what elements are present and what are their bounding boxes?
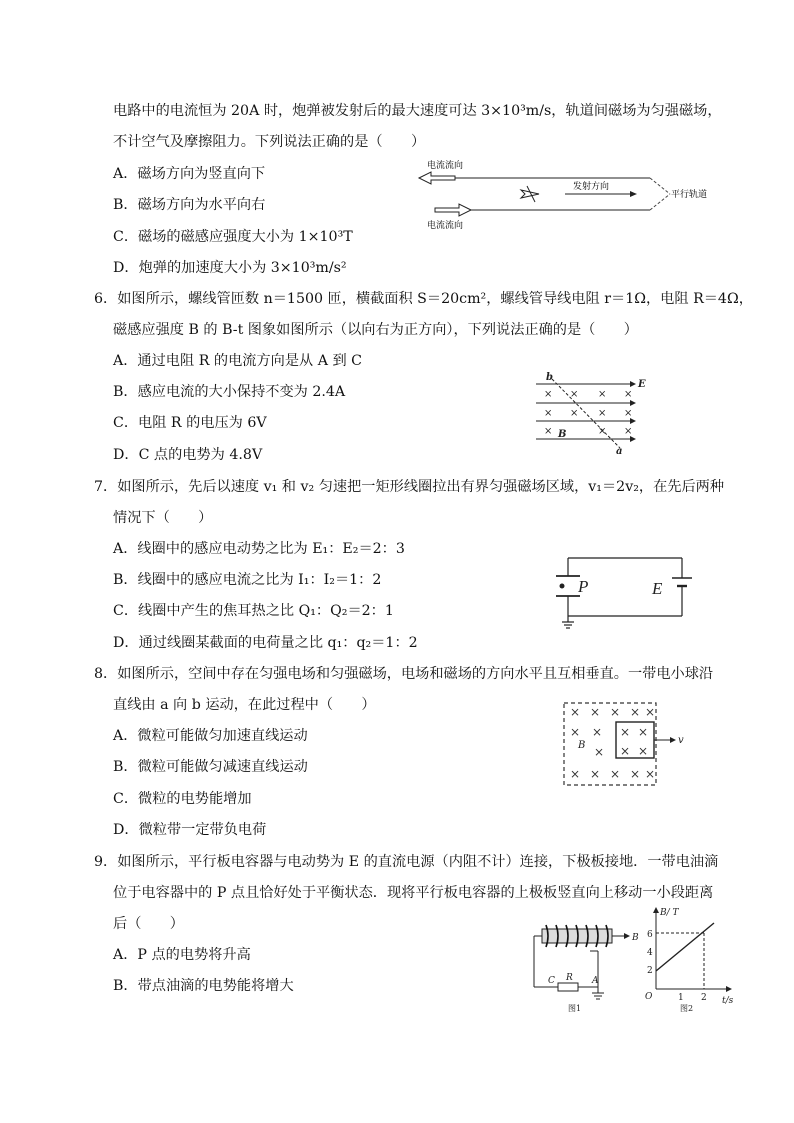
- q5-bottom-label: 电流流向: [427, 221, 464, 231]
- q6-option-c: C．电阻 R 的电压为 6V: [113, 415, 267, 431]
- cross-icon: ×: [590, 705, 601, 719]
- cross-icon: ×: [598, 426, 607, 437]
- q8-option-c: C．微粒的电势能增加: [113, 791, 252, 807]
- q5-option-c: C．磁场的磁感应强度大小为 1×10³T: [113, 229, 353, 245]
- left-arrow-icon: [419, 172, 455, 184]
- cross-icon: ×: [610, 705, 621, 719]
- q5-option-b: B．磁场方向为水平向右: [113, 197, 266, 213]
- launch-arrow-icon: [630, 191, 637, 197]
- q7-option-b: B．线圈中的感应电流之比为 I₁：I₂＝1：2: [113, 572, 382, 588]
- label-e: E: [638, 379, 646, 390]
- cross-icon: ×: [620, 744, 631, 758]
- cross-icon: ×: [570, 767, 581, 781]
- q8-stem-line2: 直线由 a 向 b 运动，在此过程中（ ）: [113, 697, 376, 713]
- x-tick: 2: [701, 993, 707, 1003]
- q5-stem-line2: 不计空气及摩擦阻力。下列说法正确的是（ ）: [113, 134, 426, 150]
- origin-label: O: [645, 992, 653, 1002]
- arrow-icon: [630, 381, 636, 387]
- q7-stem-line1: 7．如图所示，先后以速度 v₁ 和 v₂ 匀速把一矩形线圈拉出有界匀强磁场区域，v₁＝2v₂，在先后两种: [94, 479, 725, 495]
- b-arrow-icon: [624, 933, 630, 939]
- y-tick: 4: [647, 948, 653, 958]
- x-axis-label: t/s: [722, 996, 734, 1006]
- label-b: B: [578, 740, 586, 751]
- q5-railgun-figure: [415, 156, 715, 234]
- x-axis-arrow-icon: [726, 986, 732, 992]
- y-axis-label: B/ T: [660, 908, 679, 918]
- cross-icon: ×: [645, 767, 656, 781]
- x-tick: 1: [678, 993, 684, 1003]
- cross-icon: ×: [598, 408, 607, 419]
- velocity-arrow-icon: [670, 737, 676, 743]
- label-a: A: [592, 976, 599, 986]
- q9-option-b: B．带点油滴的电势能将增大: [113, 978, 294, 994]
- q9-stem-line2: 位于电容器中的 P 点且恰好处于平衡状态．现将平行板电容器的上极板竖直向上移动一小段距离: [113, 885, 714, 901]
- q8-option-a: A．微粒可能做匀加速直线运动: [113, 728, 308, 744]
- q6-option-d: D．C 点的电势为 4.8V: [113, 447, 263, 463]
- label-e: E: [652, 579, 663, 598]
- q9-solenoid-figure: [528, 915, 640, 1015]
- cross-icon: ×: [544, 389, 553, 400]
- q9-stem-line3: 后（ ）: [113, 916, 184, 932]
- q9-bt-graph-figure: [640, 905, 740, 1015]
- q6-stem-line2: 磁感应强度 B 的 B-t 图象如图所示（以向右为正方向），下列说法正确的是（ ）: [113, 322, 638, 338]
- q7-option-c: C．线圈中产生的焦耳热之比 Q₁：Q₂＝2：1: [113, 603, 394, 619]
- q6-option-a: A．通过电阻 R 的电流方向是从 A 到 C: [113, 353, 363, 369]
- label-b: B: [632, 933, 639, 943]
- q7-option-d: D．通过线圈某截面的电荷量之比 q₁：q₂＝1：2: [113, 635, 418, 651]
- cross-icon: ×: [630, 767, 641, 781]
- y-axis-arrow-icon: [653, 907, 659, 913]
- oil-drop-icon: [560, 584, 565, 589]
- q6-field-lines-figure: [530, 370, 650, 455]
- q8-option-d: D．微粒带一定带负电荷: [113, 822, 267, 838]
- cross-icon: ×: [610, 767, 621, 781]
- q5-top-label: 电流流向: [427, 161, 464, 171]
- cross-icon: ×: [638, 744, 649, 758]
- q8-stem-line1: 8．如图所示，空间中存在匀强电场和匀强磁场，电场和磁场的方向水平且互相垂直。一带电小球沿: [94, 666, 714, 682]
- y-tick: 2: [647, 966, 653, 976]
- cross-icon: ×: [544, 426, 553, 437]
- cross-icon: ×: [624, 408, 633, 419]
- label-r: R: [566, 973, 573, 983]
- label-b: b: [546, 372, 553, 383]
- q8-field-region-figure: [560, 700, 690, 788]
- q5-launch-label: 发射方向: [573, 182, 610, 192]
- q5-stem-line1: 电路中的电流恒为 20A 时，炮弹被发射后的最大速度可达 3×10³m/s，轨道间磁场为匀强磁场，: [113, 103, 722, 119]
- cross-icon: ×: [638, 725, 649, 739]
- cross-icon: ×: [620, 725, 631, 739]
- q9-option-a: A．P 点的电势将升高: [113, 947, 251, 963]
- q6-stem-line1: 6．如图所示，螺线管匝数 n＝1500 匝，横截面积 S＝20cm²，螺线管导线电阻 r＝1Ω，电阻 R＝4Ω，: [94, 291, 753, 307]
- y-tick: 6: [647, 930, 653, 940]
- q5-rail-label: 平行轨道: [671, 190, 708, 200]
- cross-icon: ×: [570, 705, 581, 719]
- cross-icon: ×: [594, 745, 605, 759]
- cross-icon: ×: [592, 725, 603, 739]
- q7-stem-line2: 情况下（ ）: [113, 510, 213, 526]
- q5-option-d: D．炮弹的加速度大小为 3×10³m/s²: [113, 260, 347, 276]
- cross-icon: ×: [590, 767, 601, 781]
- label-p: P: [578, 577, 589, 596]
- q7-circuit-figure: [550, 550, 700, 630]
- label-c: C: [548, 976, 555, 986]
- label-a: a: [616, 446, 623, 457]
- cross-icon: ×: [624, 389, 633, 400]
- q5-option-a: A．磁场方向为竖直向下: [113, 166, 266, 182]
- cross-icon: ×: [624, 426, 633, 437]
- right-arrow-icon: [435, 204, 471, 216]
- cross-icon: ×: [598, 389, 607, 400]
- q7-option-a: A．线圈中的感应电动势之比为 E₁：E₂＝2：3: [113, 541, 405, 557]
- label-v: v: [678, 735, 684, 746]
- cross-icon: ×: [630, 705, 641, 719]
- q9-stem-line1: 9．如图所示，平行板电容器与电动势为 E 的直流电源（内阻不计）连接，下极板接地．一带电油滴: [94, 854, 719, 870]
- cross-icon: ×: [570, 389, 579, 400]
- label-b-field: B: [558, 429, 567, 440]
- bt-line: [656, 923, 714, 971]
- figure1-caption: 图1: [568, 1004, 582, 1013]
- cross-icon: ×: [570, 725, 581, 739]
- q6-option-b: B．感应电流的大小保持不变为 2.4A: [113, 384, 346, 400]
- cross-icon: ×: [544, 408, 553, 419]
- cross-icon: ×: [570, 408, 579, 419]
- cross-icon: ×: [645, 705, 656, 719]
- q8-option-b: B．微粒可能做匀减速直线运动: [113, 759, 308, 775]
- figure2-caption: 图2: [680, 1004, 694, 1013]
- arrow-icon: [630, 400, 636, 406]
